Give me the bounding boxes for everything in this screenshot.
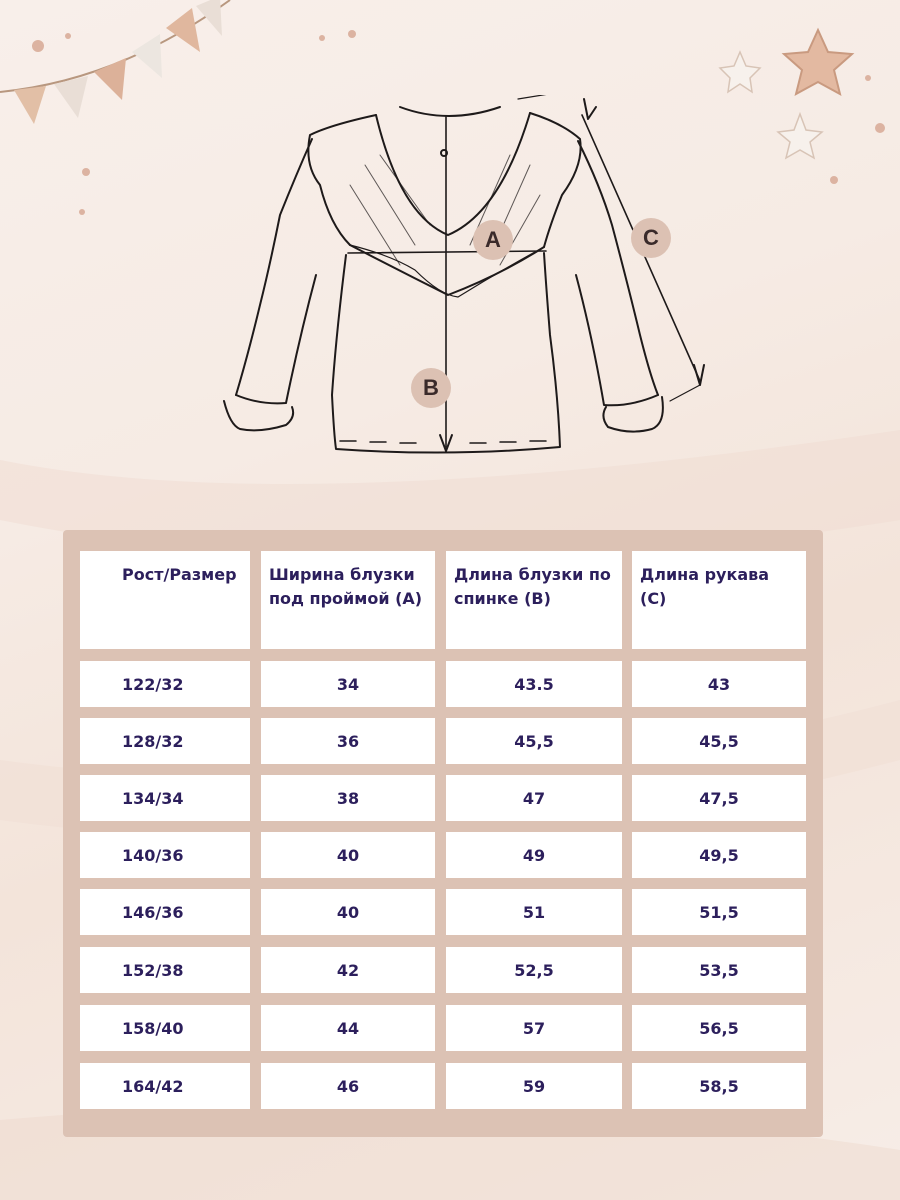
- measurement-a-badge: A: [473, 220, 513, 260]
- table-cell-length: 45,5: [446, 718, 622, 764]
- blouse-diagram: [200, 95, 720, 475]
- table-cell-size: 128/32: [80, 718, 250, 764]
- table-cell-size: 164/42: [80, 1063, 250, 1109]
- table-cell-width: 42: [261, 947, 435, 993]
- bunting-garland: [0, 0, 230, 124]
- header-sleeve: Длина рукава (С): [632, 551, 806, 649]
- table-cell-sleeve: 51,5: [632, 889, 806, 935]
- measurement-b-badge: B: [411, 368, 451, 408]
- table-cell-length: 47: [446, 775, 622, 821]
- table-cell-length: 52,5: [446, 947, 622, 993]
- header-size: Рост/Размер: [80, 551, 250, 649]
- header-length: Длина блузки по спинке (В): [446, 551, 622, 649]
- table-cell-size: 146/36: [80, 889, 250, 935]
- table-cell-sleeve: 43: [632, 661, 806, 707]
- table-cell-sleeve: 47,5: [632, 775, 806, 821]
- table-cell-sleeve: 56,5: [632, 1005, 806, 1051]
- table-cell-width: 36: [261, 718, 435, 764]
- blouse-sketch: [200, 95, 720, 475]
- table-cell-width: 34: [261, 661, 435, 707]
- measurement-c-badge: C: [631, 218, 671, 258]
- table-cell-size: 152/38: [80, 947, 250, 993]
- table-cell-length: 43.5: [446, 661, 622, 707]
- decor-stars: [720, 30, 852, 158]
- table-cell-width: 40: [261, 889, 435, 935]
- table-cell-size: 140/36: [80, 832, 250, 878]
- size-table: [63, 530, 823, 1137]
- table-cell-size: 158/40: [80, 1005, 250, 1051]
- table-cell-sleeve: 45,5: [632, 718, 806, 764]
- table-cell-length: 51: [446, 889, 622, 935]
- table-cell-width: 38: [261, 775, 435, 821]
- table-cell-size: 134/34: [80, 775, 250, 821]
- table-cell-sleeve: 49,5: [632, 832, 806, 878]
- table-cell-length: 49: [446, 832, 622, 878]
- table-cell-width: 46: [261, 1063, 435, 1109]
- table-cell-sleeve: 58,5: [632, 1063, 806, 1109]
- table-cell-length: 57: [446, 1005, 622, 1051]
- table-cell-sleeve: 53,5: [632, 947, 806, 993]
- table-cell-length: 59: [446, 1063, 622, 1109]
- table-cell-width: 40: [261, 832, 435, 878]
- table-cell-size: 122/32: [80, 661, 250, 707]
- table-cell-width: 44: [261, 1005, 435, 1051]
- header-width: Ширина блузки под проймой (А): [261, 551, 435, 649]
